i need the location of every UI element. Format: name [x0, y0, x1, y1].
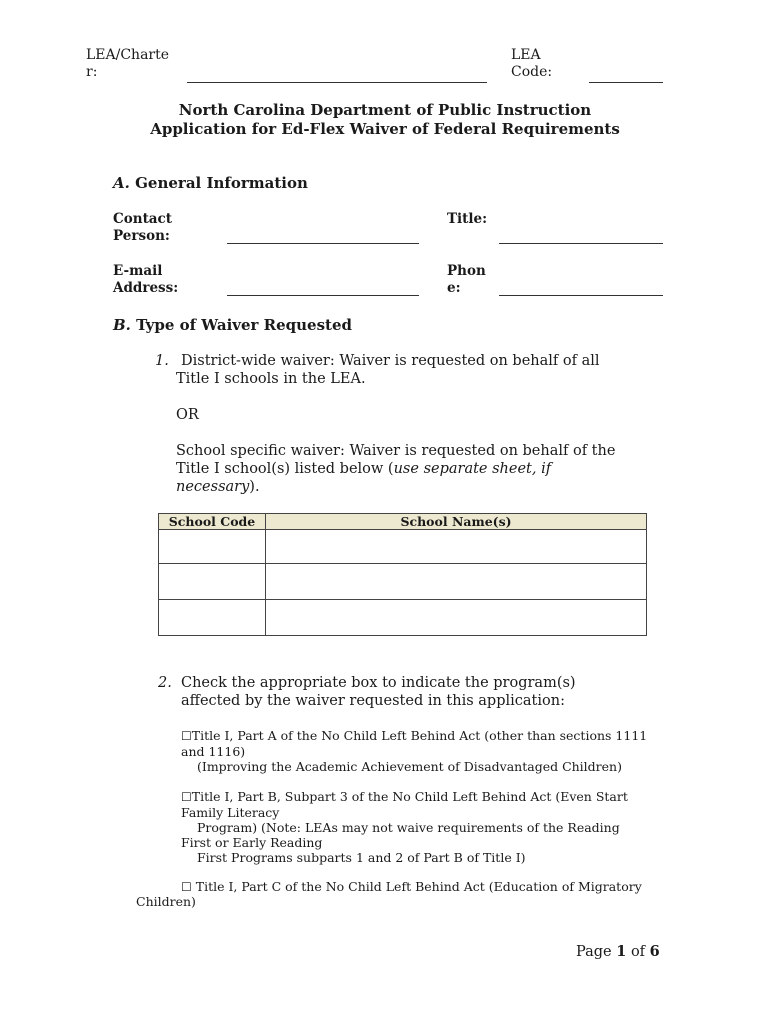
option-title-i-part-a: ☐Title I, Part A of the No Child Left Behind Act (other than sections 1111 and 1116) (Improving the Academic Achievement of Disadvantaged Children): [181, 728, 648, 774]
option-title-i-part-c: ☐ Title I, Part C of the No Child Left Behind Act (Education of Migratory: [181, 879, 642, 894]
email-address-field[interactable]: [227, 295, 419, 296]
lea-charter-label: LEA/Charte r:: [86, 47, 170, 80]
lea-code-label: LEA Code:: [511, 47, 553, 80]
title-label: Title:: [447, 211, 488, 227]
district-wide-text-2: Title I schools in the LEA.: [176, 371, 366, 387]
checkbox-even-start[interactable]: ☐: [181, 790, 192, 804]
option-title-i-part-c-cont: Children): [136, 894, 196, 909]
checkbox-title-i-part-c[interactable]: ☐: [181, 880, 192, 894]
school-specific-text-1: School specific waiver: Waiver is requested on behalf of the: [176, 443, 616, 459]
contact-person-field[interactable]: [227, 243, 419, 244]
or-text: OR: [176, 407, 199, 423]
item-2-number: 2.: [158, 675, 172, 691]
section-b-heading: B. Type of Waiver Requested: [113, 316, 352, 334]
item-2-text-1: Check the appropriate box to indicate the program(s): [181, 675, 576, 691]
checkbox-title-i-part-a[interactable]: ☐: [181, 729, 192, 743]
school-code-header: School Code: [159, 514, 266, 530]
table-row: [159, 530, 647, 564]
contact-person-label: Contact Person:: [113, 211, 173, 244]
school-name-cell[interactable]: [266, 530, 647, 564]
page-number: Page 1 of 6: [576, 943, 660, 960]
school-specific-text-2: Title I school(s) listed below (use separate sheet, if: [176, 461, 552, 477]
document-title: [0, 101, 770, 139]
school-specific-text-3: necessary).: [176, 479, 260, 495]
item-2-text-2: affected by the waiver requested in this application:: [181, 693, 565, 709]
school-code-cell[interactable]: [159, 530, 266, 564]
phone-field[interactable]: [499, 295, 663, 296]
section-a-heading: A. General Information: [113, 174, 308, 192]
school-name-header: School Name(s): [266, 514, 647, 530]
lea-code-field[interactable]: [589, 82, 663, 83]
phone-label: Phon e:: [447, 263, 486, 296]
option-even-start: ☐Title I, Part B, Subpart 3 of the No Child Left Behind Act (Even Start Family Literacy Program) (Note: LEAs may not waive requirements of the Reading First or Early Reading First Programs subparts 1 and 2 of Part B of Title I): [181, 789, 628, 865]
lea-charter-field[interactable]: [187, 82, 487, 83]
title-field[interactable]: [499, 243, 663, 244]
title-line-2: Application for Ed-Flex Waiver of Federal Requirements: [150, 120, 620, 138]
school-name-cell[interactable]: [266, 600, 647, 636]
table-row: [159, 564, 647, 600]
email-address-label: E-mail Address:: [113, 263, 179, 296]
title-line-1: North Carolina Department of Public Instruction: [178, 101, 592, 119]
schools-table: [158, 513, 647, 636]
table-row: [159, 600, 647, 636]
district-wide-text-1: District-wide waiver: Waiver is requested on behalf of all: [181, 353, 600, 369]
school-name-cell[interactable]: [266, 564, 647, 600]
school-code-cell[interactable]: [159, 600, 266, 636]
school-code-cell[interactable]: [159, 564, 266, 600]
item-1-number: 1.: [155, 353, 169, 369]
